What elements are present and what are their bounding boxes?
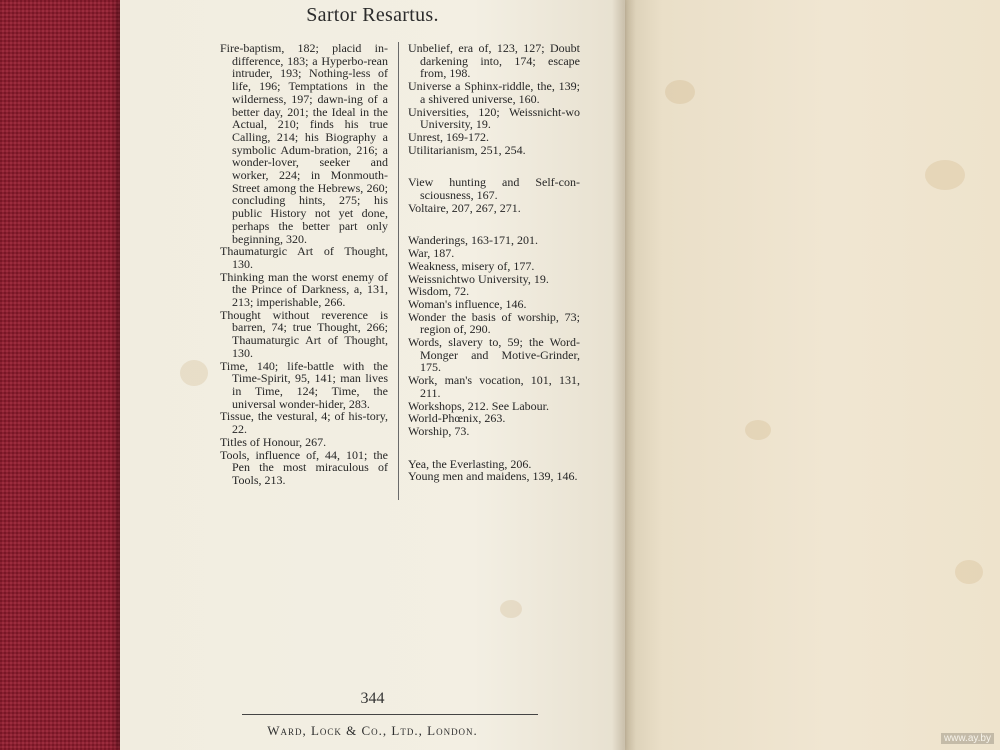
foxing-spot	[665, 80, 695, 104]
index-entry: Weissnichtwo University, 19.	[408, 271, 549, 286]
foxing-spot	[180, 360, 208, 386]
book-gutter	[612, 0, 636, 750]
index-entry: Words, slavery to, 59; the Word-Monger and Motive-Grinder, 175.	[408, 335, 580, 375]
index-entry: Thaumaturgic Art of Thought, 130.	[220, 244, 388, 271]
index-entry: Worship, 73.	[408, 423, 470, 438]
letter-section-gap	[408, 156, 580, 176]
index-entry: Wonder the basis of worship, 73; region of, 290.	[408, 309, 580, 337]
index-entry: Wisdom, 72.	[408, 284, 470, 299]
index-entry: War, 187.	[408, 246, 455, 261]
book-cover-cloth	[0, 0, 135, 750]
index-entry: Woman's influence, 146.	[408, 296, 527, 311]
index-entry: Time, 140; life-battle with the Time-Spirit, 95, 141; man lives in Time, 124; Time, the universal wonder-hider, 283.	[220, 358, 388, 411]
index-entry: Utilitarianism, 251, 254.	[408, 142, 526, 157]
letter-section-gap	[408, 214, 580, 234]
foxing-spot	[925, 160, 965, 190]
index-entry: Titles of Honour, 267.	[220, 434, 327, 449]
index-entry: Universities, 120; Weissnicht-wo University, 19.	[408, 104, 580, 132]
index-entry: Thinking man the worst enemy of the Prince of Darkness, a, 131, 213; imperishable, 266.	[220, 269, 388, 310]
footer-rule	[242, 714, 538, 715]
index-entry: Wanderings, 163-171, 201.	[408, 233, 539, 248]
index-entry: Young men and maidens, 139, 146.	[408, 469, 578, 484]
column-divider	[398, 42, 399, 500]
publisher-imprint: Ward, Lock & Co., Ltd., London.	[267, 723, 478, 738]
foxing-spot	[745, 420, 771, 440]
index-entry: Workshops, 212. See Labour.	[408, 398, 550, 413]
index-entry: Universe a Sphinx-riddle, the, 139; a shivered universe, 160.	[408, 79, 580, 106]
index-entry: Tissue, the vestural, 4; of his-tory, 22.	[220, 409, 388, 437]
site-watermark: www.ay.by	[941, 733, 994, 744]
right-page	[625, 0, 1000, 750]
index-column-right	[408, 42, 580, 483]
foxing-spot	[955, 560, 983, 584]
foxing-spot	[500, 600, 522, 618]
index-entry: World-Phœnix, 263.	[408, 411, 506, 426]
index-entry: Tools, influence of, 44, 101; the Pen the most miraculous of Tools, 213.	[220, 447, 388, 487]
letter-section-gap	[408, 438, 580, 458]
index-entry: Voltaire, 207, 267, 271.	[408, 200, 521, 215]
index-entry: Fire-baptism, 182; placid in-difference, 183; a Hyperbo-rean intruder, 193; Nothing-less of life, 196; Temptations in the wilderness, 197; dawn-ing of a better day, 201; the Ideal in the Actual, 210; finds his true Calling, 214; his Biography a symbolic Adum-bration, 216; a wonder-lover, seeker and worker, 224; in Monmouth-Street among the Hebrews, 260; concluding hints, 275; his public History not yet done, perhaps the better part only beginning, 320.	[220, 41, 388, 246]
index-entry: Unrest, 169-172.	[408, 129, 489, 144]
index-entry: Work, man's vocation, 101, 131, 211.	[408, 373, 580, 400]
index-entry: Yea, the Everlasting, 206.	[408, 456, 532, 471]
index-entry: Unbelief, era of, 123, 127; Doubt darkening into, 174; escape from, 198.	[408, 41, 580, 81]
index-entry: Weakness, misery of, 177.	[408, 258, 535, 273]
index-column-left	[220, 42, 388, 487]
running-head-title: Sartor Resartus.	[306, 4, 439, 26]
page-number: 344	[360, 690, 385, 707]
index-entry: View hunting and Self-con-sciousness, 167.	[408, 175, 580, 203]
index-entry: Thought without reverence is barren, 74; true Thought, 266; Thaumaturgic Art of Thought, 130.	[220, 307, 388, 360]
